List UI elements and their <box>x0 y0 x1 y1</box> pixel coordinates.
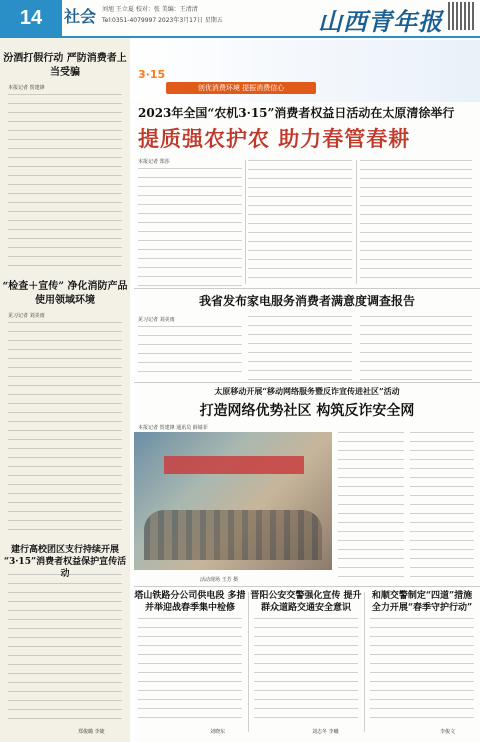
contact-date-line: Tel:0351-4079997 2023年3月17日 星期五 <box>102 17 223 24</box>
survey-col1 <box>138 326 242 380</box>
event-photo <box>134 432 332 570</box>
divider <box>245 160 246 284</box>
story2-byline: 见习记者 刘美雨 <box>8 313 45 319</box>
divider <box>134 288 480 289</box>
story2-body <box>8 322 122 534</box>
telecom-col3 <box>410 432 474 584</box>
top-headline: 提质强农护农 助力春管春耕 <box>138 126 411 151</box>
story1-body <box>8 94 122 272</box>
story2-title: “检查＋宣传” 净化消防产品使用领域环境 <box>2 281 128 306</box>
bottom1-title: 塔山铁路分公司供电段 多措并举迎战春季集中检修 <box>134 591 246 613</box>
divider <box>134 586 480 587</box>
story3-byline: 郑俊璐 李婕 <box>78 729 105 735</box>
survey-col3 <box>360 316 472 380</box>
telecom-kicker: 太原移动开展“移动网络服务暨反诈宣传进社区”活动 <box>214 386 400 396</box>
divider <box>364 592 365 732</box>
bottom2-body <box>254 618 358 722</box>
survey-byline: 见习记者 刘美雨 <box>138 317 175 323</box>
bottom1-byline: 刘晓东 <box>210 729 226 735</box>
bottom2-byline: 刘志冬 李曦 <box>312 729 339 735</box>
story3-body <box>8 574 122 724</box>
survey-title: 我省发布家电服务消费者满意度调查报告 <box>198 294 415 308</box>
top-story-col2 <box>248 160 352 286</box>
top-kicker: 2023年全国“农机3·15”消费者权益日活动在太原清徐举行 <box>138 106 455 120</box>
top-story-col1 <box>138 168 242 286</box>
story3-title: 建行高校团区支行持续开展 “3·15”消费者权益保护宣传活动 <box>3 545 127 579</box>
bottom3-body <box>370 618 474 722</box>
divider <box>248 592 249 732</box>
banner-tag: 3·15 <box>138 68 166 81</box>
newspaper-logo: 山西青年报 <box>318 7 443 36</box>
qr-code-icon <box>448 2 476 30</box>
photo-caption: 活动现场 王芳 摄 <box>200 577 239 583</box>
story1-title: 汾酒打假行动 严防消费者上当受骗 <box>3 53 127 78</box>
editor-line: 刘旭 王立夏 校对：张 美编：王清清 <box>102 6 198 13</box>
bottom3-title: 和顺交警制定“四道”措施 全力开展“春季守护行动” <box>371 591 473 613</box>
bottom3-byline: 李俊文 <box>440 729 456 735</box>
page-number: 14 <box>0 0 62 36</box>
divider <box>356 160 357 284</box>
telecom-byline: 本报记者 贺建锋 通讯员 薛婧菲 <box>138 425 208 431</box>
top-story-byline: 本报记者 郑莎 <box>138 159 170 165</box>
divider <box>134 382 480 383</box>
bottom1-body <box>138 618 242 722</box>
telecom-col2 <box>338 432 404 584</box>
telecom-title: 打造网络优势社区 构筑反诈安全网 <box>199 403 415 419</box>
section-name: 社会 <box>64 7 97 26</box>
top-story-col3 <box>360 160 472 286</box>
story1-byline: 本报记者 贺建锋 <box>8 85 45 91</box>
banner-subtitle: 创优消费环境 提振消费信心 <box>166 82 316 94</box>
bottom2-title: 晋阳公安交警强化宣传 提升群众道路交通安全意识 <box>250 591 362 613</box>
survey-col2 <box>248 316 352 380</box>
